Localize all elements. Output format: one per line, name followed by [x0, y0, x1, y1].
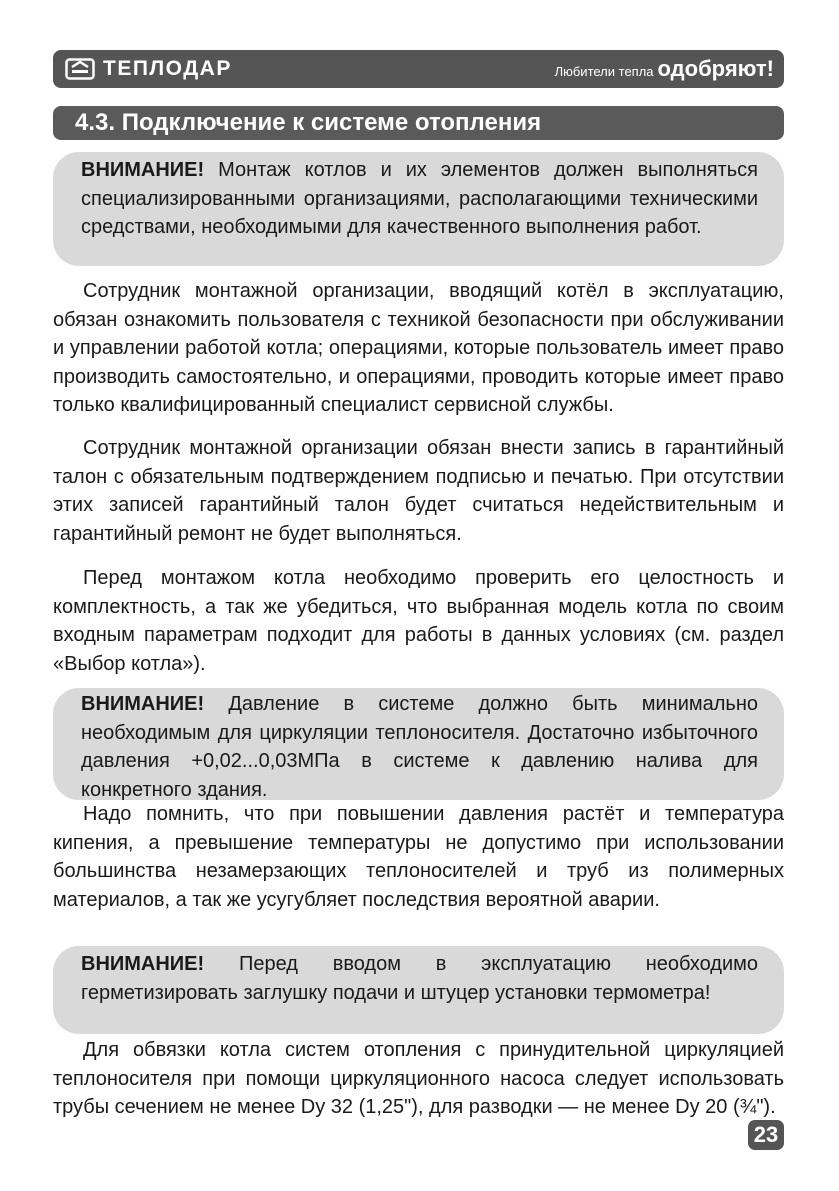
logo-icon	[65, 58, 95, 80]
warning-label: ВНИМАНИЕ!	[81, 159, 205, 181]
slogan	[555, 56, 774, 82]
section-title: 4.3. Подключение к системе отопления	[75, 109, 542, 136]
section-header	[53, 106, 784, 140]
slogan-big: одобряют!	[657, 56, 774, 81]
warning-label: ВНИМАНИЕ!	[81, 693, 205, 715]
slogan-small: Любители тепла	[554, 64, 654, 79]
page-number: 23	[748, 1120, 784, 1150]
paragraph: Для обвязки котла систем отопления с принудительной циркуляцией теплоносителя при помощи циркуляционного насоса следует использовать трубы сечением не менее Dy 32 (1,25"), для разводки — не менее Dy 20 (¾").	[53, 1039, 784, 1118]
warning-text: Монтаж котлов и их элементов должен выполняться специализированными организациями, располагающими техническими средствами, необходимыми для качественного выполнения работ.	[81, 159, 758, 238]
paragraph: Сотрудник монтажной организации, вводящий котёл в эксплуатацию, обязан ознакомить пользователя с техникой безопасности при обслуживании и управлении работой котла; операциями, которые пользователь имеет право производить самостоятельно, и операциями, проводить которые имеет право только квалифицированный специалист сервисной службы.	[53, 280, 784, 416]
paragraph: Перед монтажом котла необходимо проверить его целостность и комплектность, а так же убедиться, что выбранная модель котла по своим входным параметрам подходит для работы в данных условиях (см. раздел «Выбор котла»).	[53, 567, 784, 675]
warning-box	[53, 688, 784, 800]
logo-text: ТЕПЛОДАР	[103, 57, 232, 80]
warning-text: Перед вводом в эксплуатацию необходимо герметизировать заглушку подачи и штуцер установки термометра!	[81, 953, 758, 1004]
paragraph: Надо помнить, что при повышении давления растёт и температура кипения, а превышение температуры не допустимо при использовании большинства незамерзающих теплоносителей и труб из полимерных материалов, а так же усугубляет последствия вероятной аварии.	[53, 803, 784, 911]
brand-logo	[65, 57, 232, 81]
warning-box	[53, 946, 784, 1034]
warning-box	[53, 152, 784, 266]
warning-text: Давление в системе должно быть минимально необходимым для циркуляции теплоносителя. Достаточно избыточного давления +0,02...0,03МПа в системе к давлению налива для конкретного здания.	[81, 693, 759, 801]
paragraph: Сотрудник монтажной организации обязан внести запись в гарантийный талон с обязательным подтверждением подписью и печатью. При отсутствии этих записей гарантийный талон будет считаться недействительным и гарантийный ремонт не будет выполняться.	[53, 437, 784, 545]
page-header	[53, 50, 784, 88]
warning-label: ВНИМАНИЕ!	[81, 953, 205, 975]
